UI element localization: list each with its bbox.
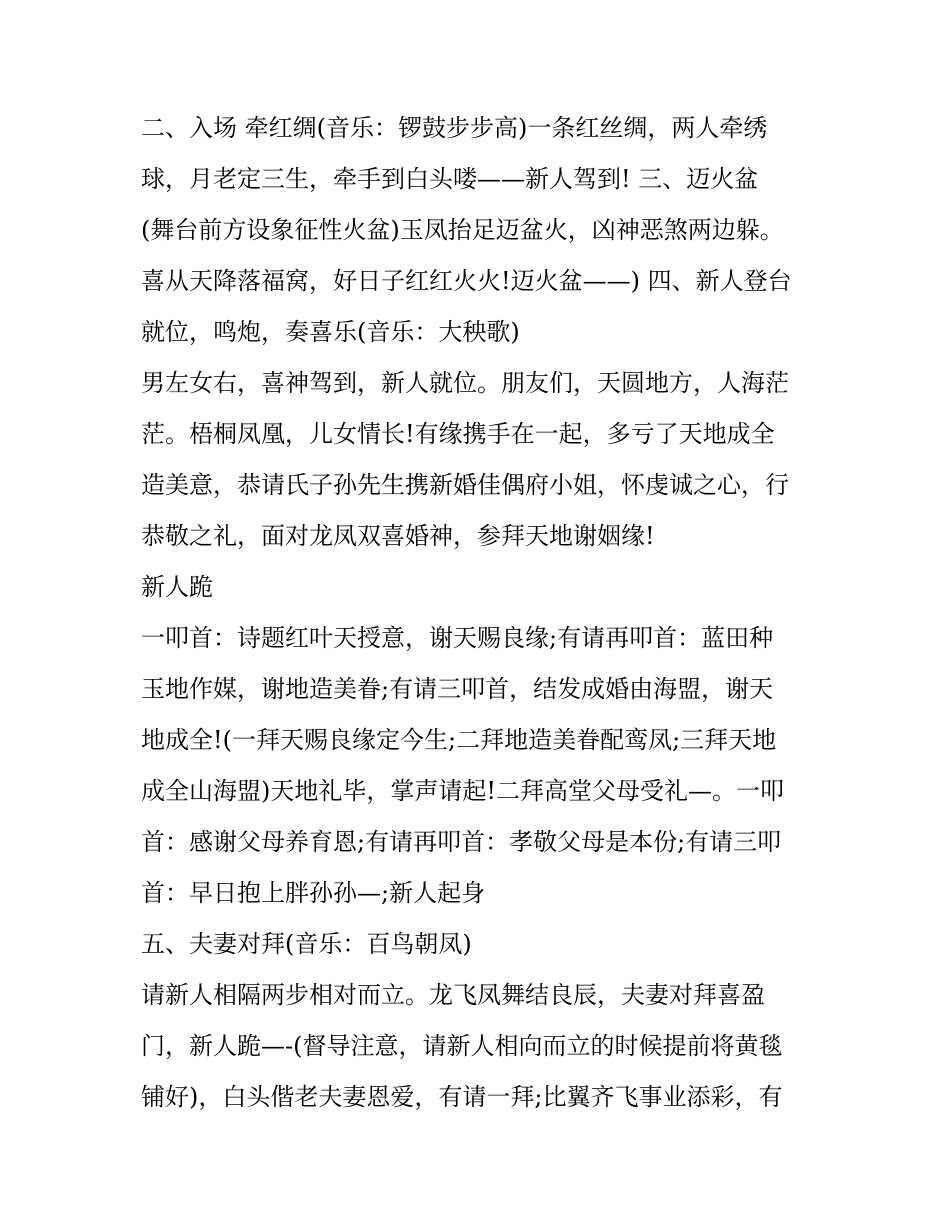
text-line: 造美意，恭请氏子孙先生携新婚佳偶府小姐，怀虔诚之心，行 (141, 471, 789, 499)
document-body (141, 103, 811, 1123)
text-line: 一叩首：诗题红叶天授意，谢天赐良缘;有请再叩首：蓝田种 (141, 624, 774, 652)
text-line: 就位，鸣炮，奏喜乐(音乐：大秧歌) (141, 318, 520, 346)
text-line: 成全山海盟)天地礼毕，掌声请起!二拜高堂父母受礼—。一叩 (141, 777, 785, 805)
text-line: 五、夫妻对拜(音乐：百鸟朝凤) (141, 930, 472, 958)
text-line: 喜从天降落福窝，好日子红红火火!迈火盆——) 四、新人登台 (141, 267, 792, 295)
text-line: 地成全!(一拜天赐良缘定今生;二拜地造美眷配鸾凤;三拜天地 (141, 726, 777, 754)
text-line: 请新人相隔两步相对而立。龙飞凤舞结良辰，夫妻对拜喜盈 (141, 981, 765, 1009)
text-line: 茫。梧桐凤凰，儿女情长!有缘携手在一起，多亏了天地成全 (141, 420, 775, 448)
text-line: 新人跪 (141, 573, 213, 601)
text-line: (舞台前方设象征性火盆)玉凤抬足迈盆火，凶神恶煞两边躲。 (141, 216, 784, 244)
text-line: 门，新人跪—-(督导注意，请新人相向而立的时候提前将黄毯 (141, 1032, 783, 1060)
text-line: 二、入场 牵红绸(音乐：锣鼓步步高)一条红丝绸，两人牵绣 (141, 114, 768, 142)
text-line: 男左女右，喜神驾到，新人就位。朋友们，天圆地方，人海茫 (141, 369, 789, 397)
text-line: 首：感谢父母养育恩;有请再叩首：孝敬父母是本份;有请三叩 (141, 828, 782, 856)
text-line: 首：早日抱上胖孙孙—;新人起身 (141, 879, 486, 907)
text-line: 玉地作媒，谢地造美眷;有请三叩首，结发成婚由海盟，谢天 (141, 675, 774, 703)
text-line: 铺好)，白头偕老夫妻恩爱，有请一拜;比翼齐飞事业添彩，有 (141, 1083, 783, 1111)
text-line: 球，月老定三生，牵手到白头喽——新人驾到! 三、迈火盆 (141, 165, 759, 193)
text-line: 恭敬之礼，面对龙凤双喜婚神，参拜天地谢姻缘! (141, 522, 655, 550)
